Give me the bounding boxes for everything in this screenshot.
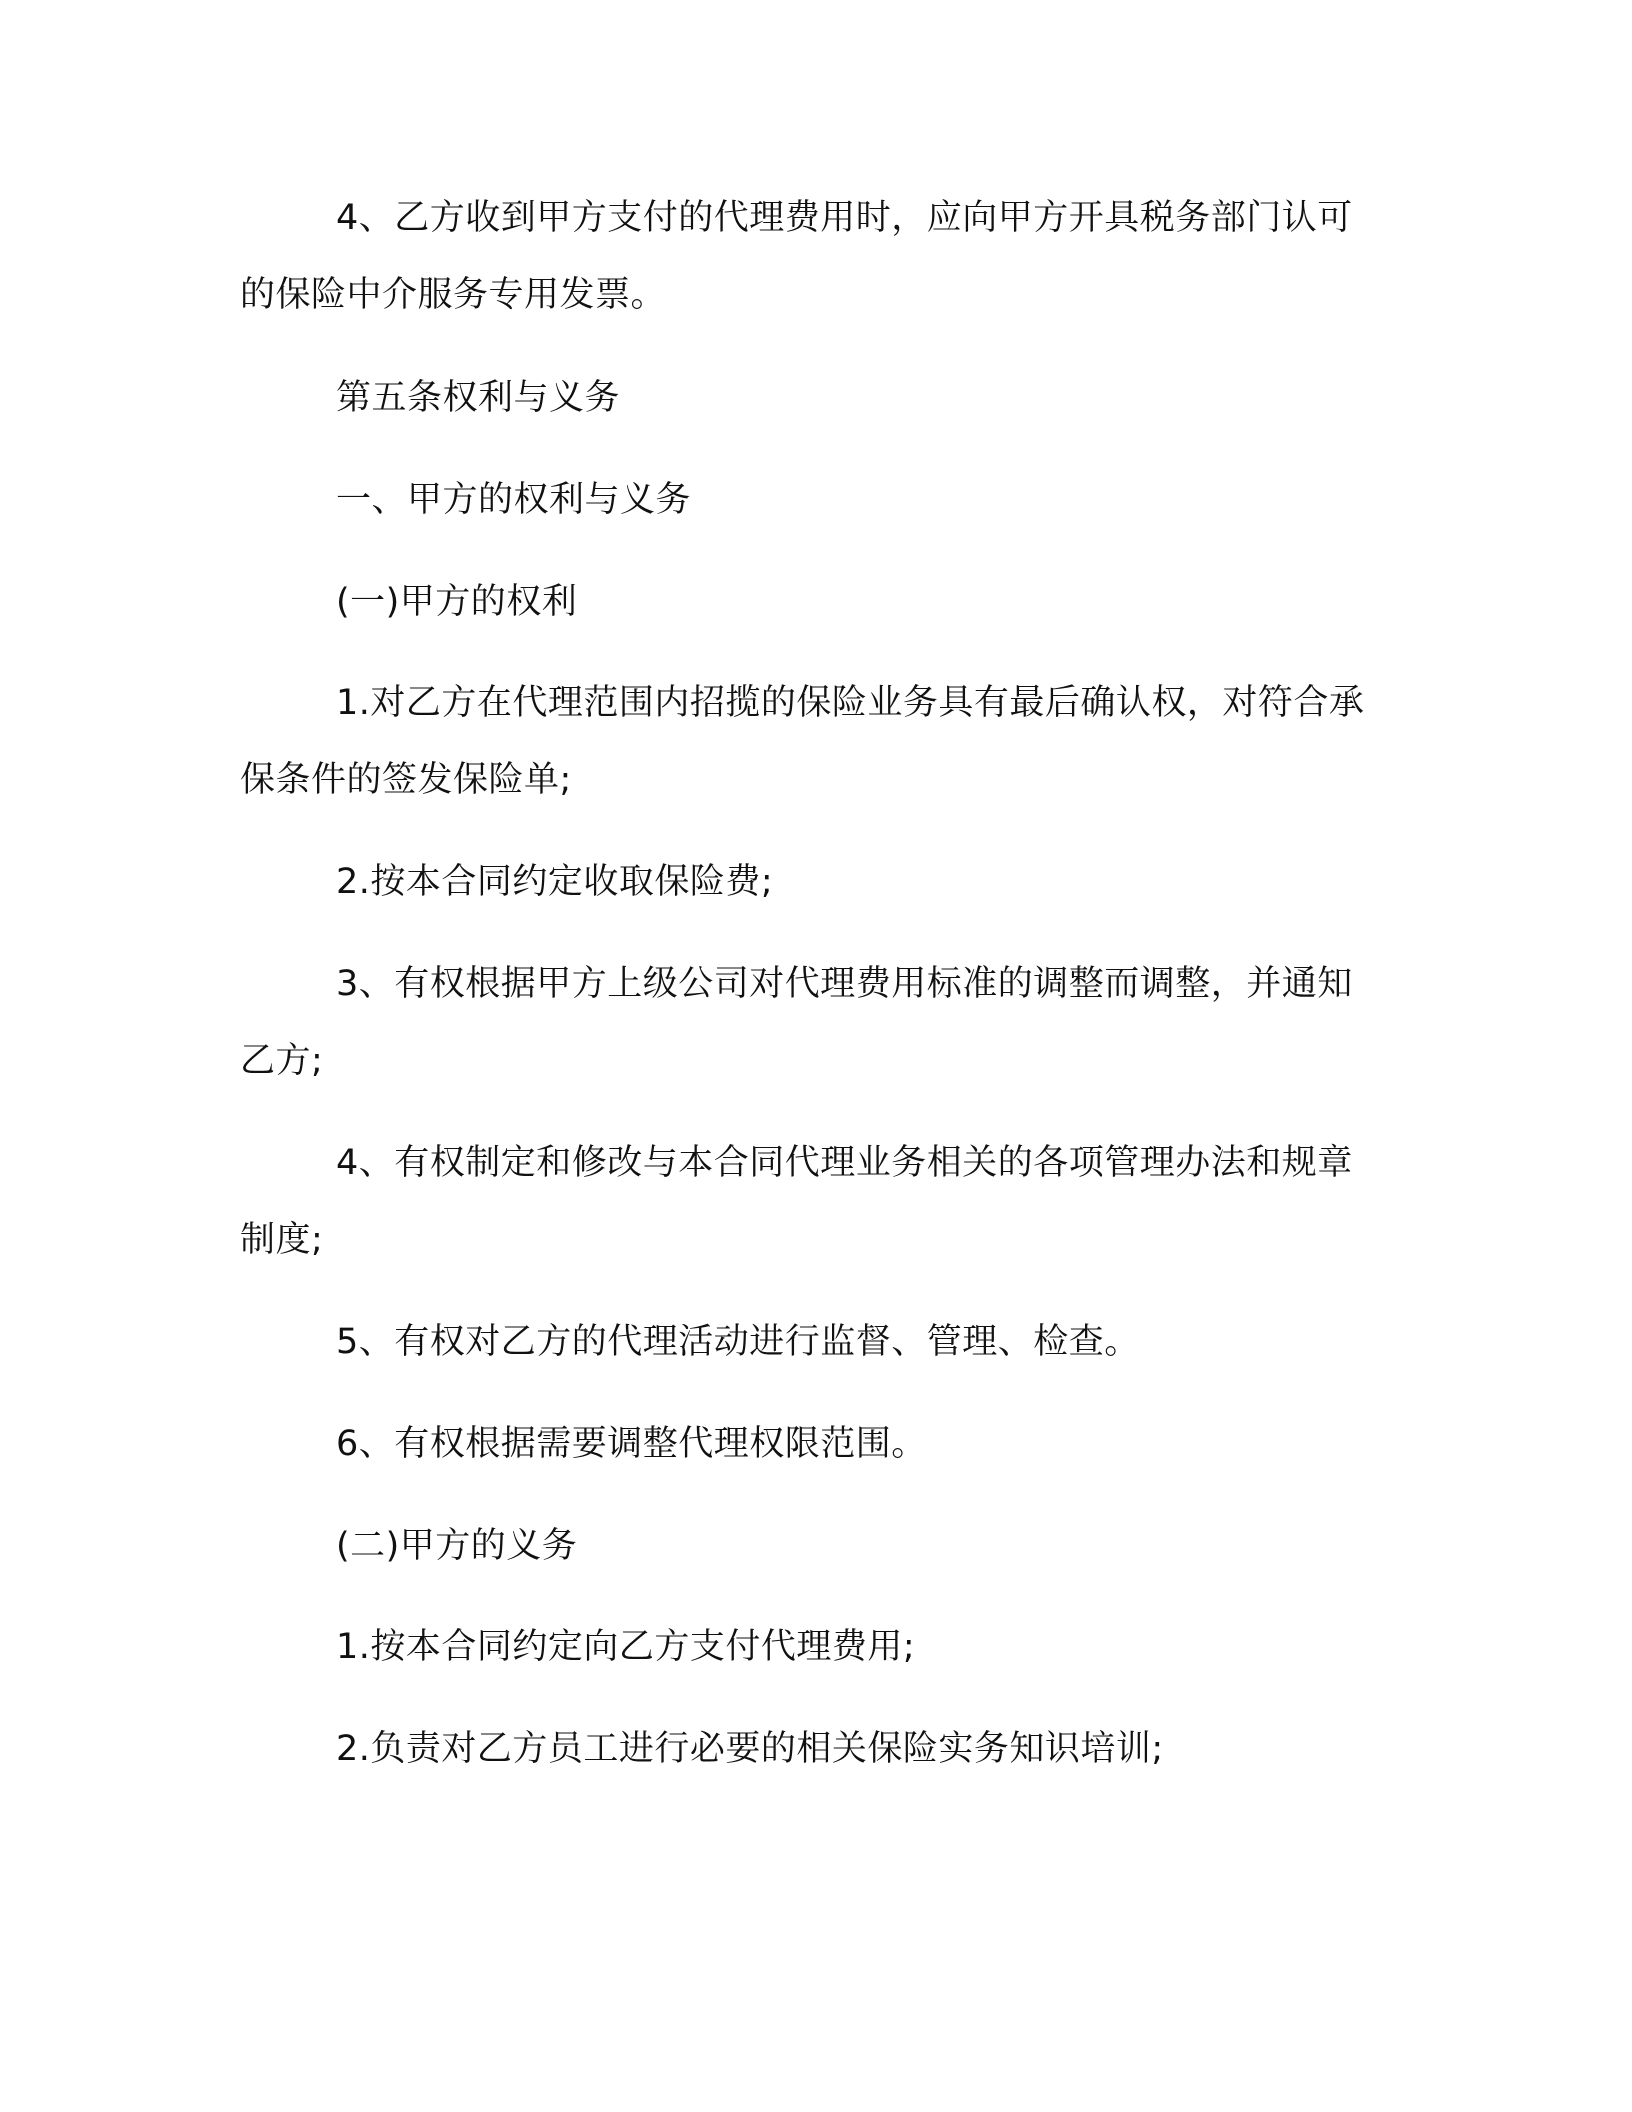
paragraph-right-6: 6、有权根据需要调整代理权限范围。	[336, 1424, 927, 1464]
paragraph-right-3: 3、有权根据甲方上级公司对代理费用标准的调整而调整，并通知乙方;	[240, 964, 1353, 1081]
paragraph-right-2: 2.按本合同约定收取保险费;	[336, 862, 774, 902]
subheading-party-a-rights-obligations: 一、甲方的权利与义务	[336, 480, 692, 520]
paragraph-obligation-1: 1.按本合同约定向乙方支付代理费用;	[336, 1627, 916, 1667]
section-heading-rights-obligations: 第五条权利与义务	[336, 378, 621, 418]
paragraph-right-4: 4、有权制定和修改与本合同代理业务相关的各项管理办法和规章制度;	[240, 1143, 1353, 1260]
subheading-party-a-rights: (一)甲方的权利	[336, 582, 578, 622]
paragraph-right-5: 5、有权对乙方的代理活动进行监督、管理、检查。	[336, 1322, 1140, 1362]
paragraph-agent-invoice: 4、乙方收到甲方支付的代理费用时，应向甲方开具税务部门认可的保险中介服务专用发票。	[240, 198, 1353, 315]
subheading-party-a-obligations: (二)甲方的义务	[336, 1526, 578, 1566]
paragraph-obligation-2: 2.负责对乙方员工进行必要的相关保险实务知识培训;	[336, 1729, 1164, 1769]
paragraph-right-1: 1.对乙方在代理范围内招揽的保险业务具有最后确认权，对符合承保条件的签发保险单;	[240, 683, 1365, 800]
